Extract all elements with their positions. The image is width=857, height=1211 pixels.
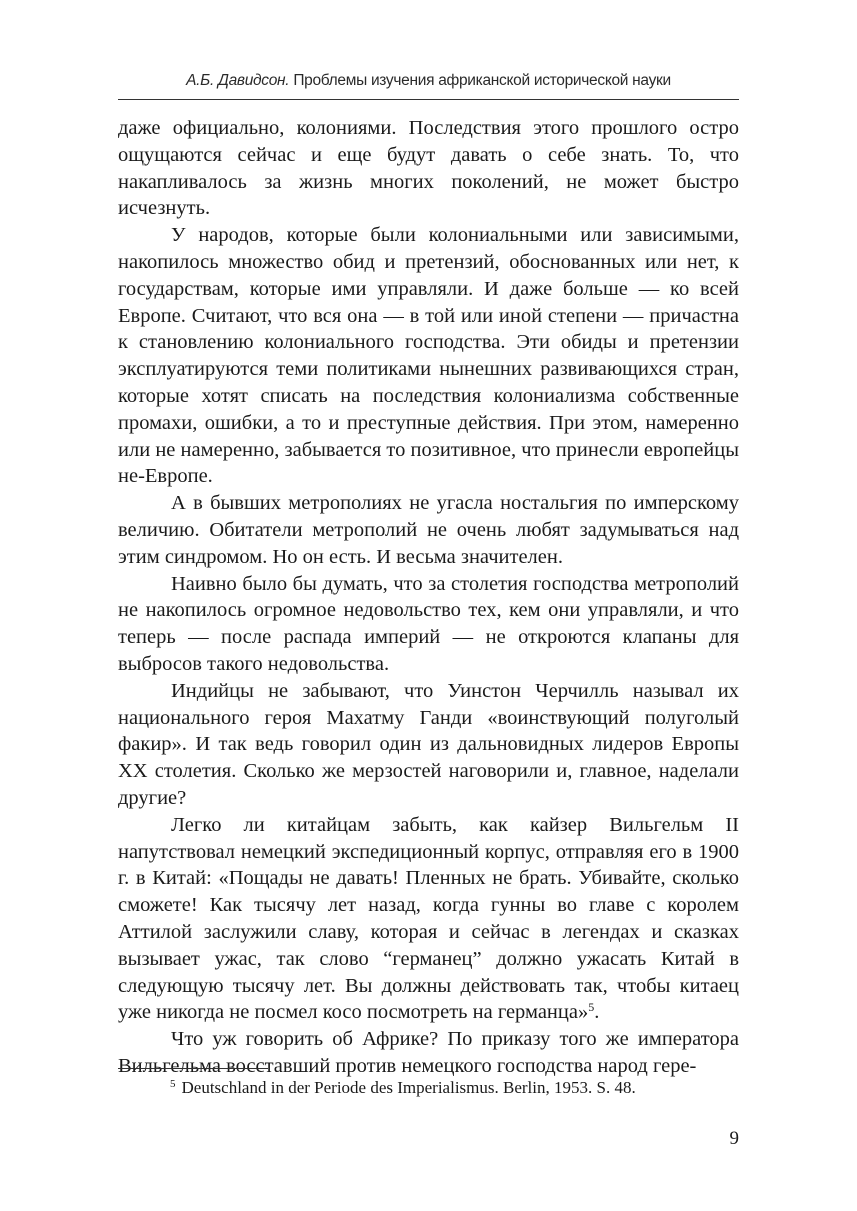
footnote-text: Deutschland in der Periode des Imperialismus. Berlin, 1953. S. 48. [181, 1078, 636, 1097]
paragraph-text: Легко ли китайцам забыть, как кайзер Вильгельм II напутствовал немецкий экспедиционный корпус, отправляя его в 1900 г. в Китай: «Пощады не давать! Пленных не брать. Убивайте, сколько сможете! Как тысячу лет назад, когда гунны во главе с королем Аттилой заслужили славу, которая и сейчас в легендах и сказках вызывает ужас, так слово “германец” должно ужасать Китай в следующую тысячу лет. Вы должны действовать так, чтобы китаец уже никогда не посмел косо посмотреть на германца» [118, 813, 739, 1024]
paragraph-with-note [118, 812, 739, 1026]
footnote-reference: 5 [588, 1000, 595, 1015]
body-text [118, 115, 739, 1080]
footnote-marker: 5 [170, 1078, 176, 1090]
running-head [118, 70, 739, 92]
paragraph: Наивно было бы думать, что за столетия господства метрополий не накопилось огромное недовольство тех, кем они управляли, и что теперь — после распада империй — не откроются клапаны для выбросов такого недовольства. [118, 572, 739, 675]
running-head-author: А.Б. Давидсон. [186, 72, 290, 89]
paragraph-continued: даже официально, колониями. Последствия этого прошлого остро ощущаются сейчас и еще будут давать о себе знать. То, что накапливалось за жизнь многих поколений, не может быстро исчезнуть. [118, 117, 739, 220]
header-rule [118, 99, 739, 100]
page-number: 9 [729, 1128, 739, 1149]
paragraph: Индийцы не забывают, что Уинстон Черчилль называл их национального героя Махатму Ганди «воинствующий полуголый факир». И так ведь говорил один из дальновидных лидеров Европы XX столетия. Сколько же мерзостей наговорили и, главное, наделали другие? [118, 679, 739, 809]
footnote-rule [118, 1068, 268, 1069]
running-head-title: Проблемы изучения африканской исторической науки [293, 72, 671, 89]
paragraph-end-punctuation: . [594, 1001, 600, 1024]
paragraph: У народов, которые были колониальными или зависимыми, накопилось множество обид и претензий, обоснованных или нет, к государствам, которые ими управляли. И даже больше — ко всей Европе. Считают, что вся она — в той или иной степени — причастна к становлению колониального господства. Эти обиды и претензии эксплуатируются теми политиками нынешних развивающихся стран, которые хотят списать на последствия колониализма собственные промахи, ошибки, а то и преступные действия. При этом, намеренно или не намеренно, забывается то позитивное, что принесли европейцы не-Европе. [118, 224, 739, 488]
paragraph: Что уж говорить об Африке? По приказу того же императора Вильгельма восставший против немецкого господства народ гере- [118, 1028, 739, 1077]
paragraph: А в бывших метрополиях не угасла ностальгия по имперскому величию. Обитатели метрополий не очень любят задумываться над этим синдромом. Но он есть. И весьма значителен. [118, 492, 739, 568]
footnote [170, 1077, 739, 1099]
